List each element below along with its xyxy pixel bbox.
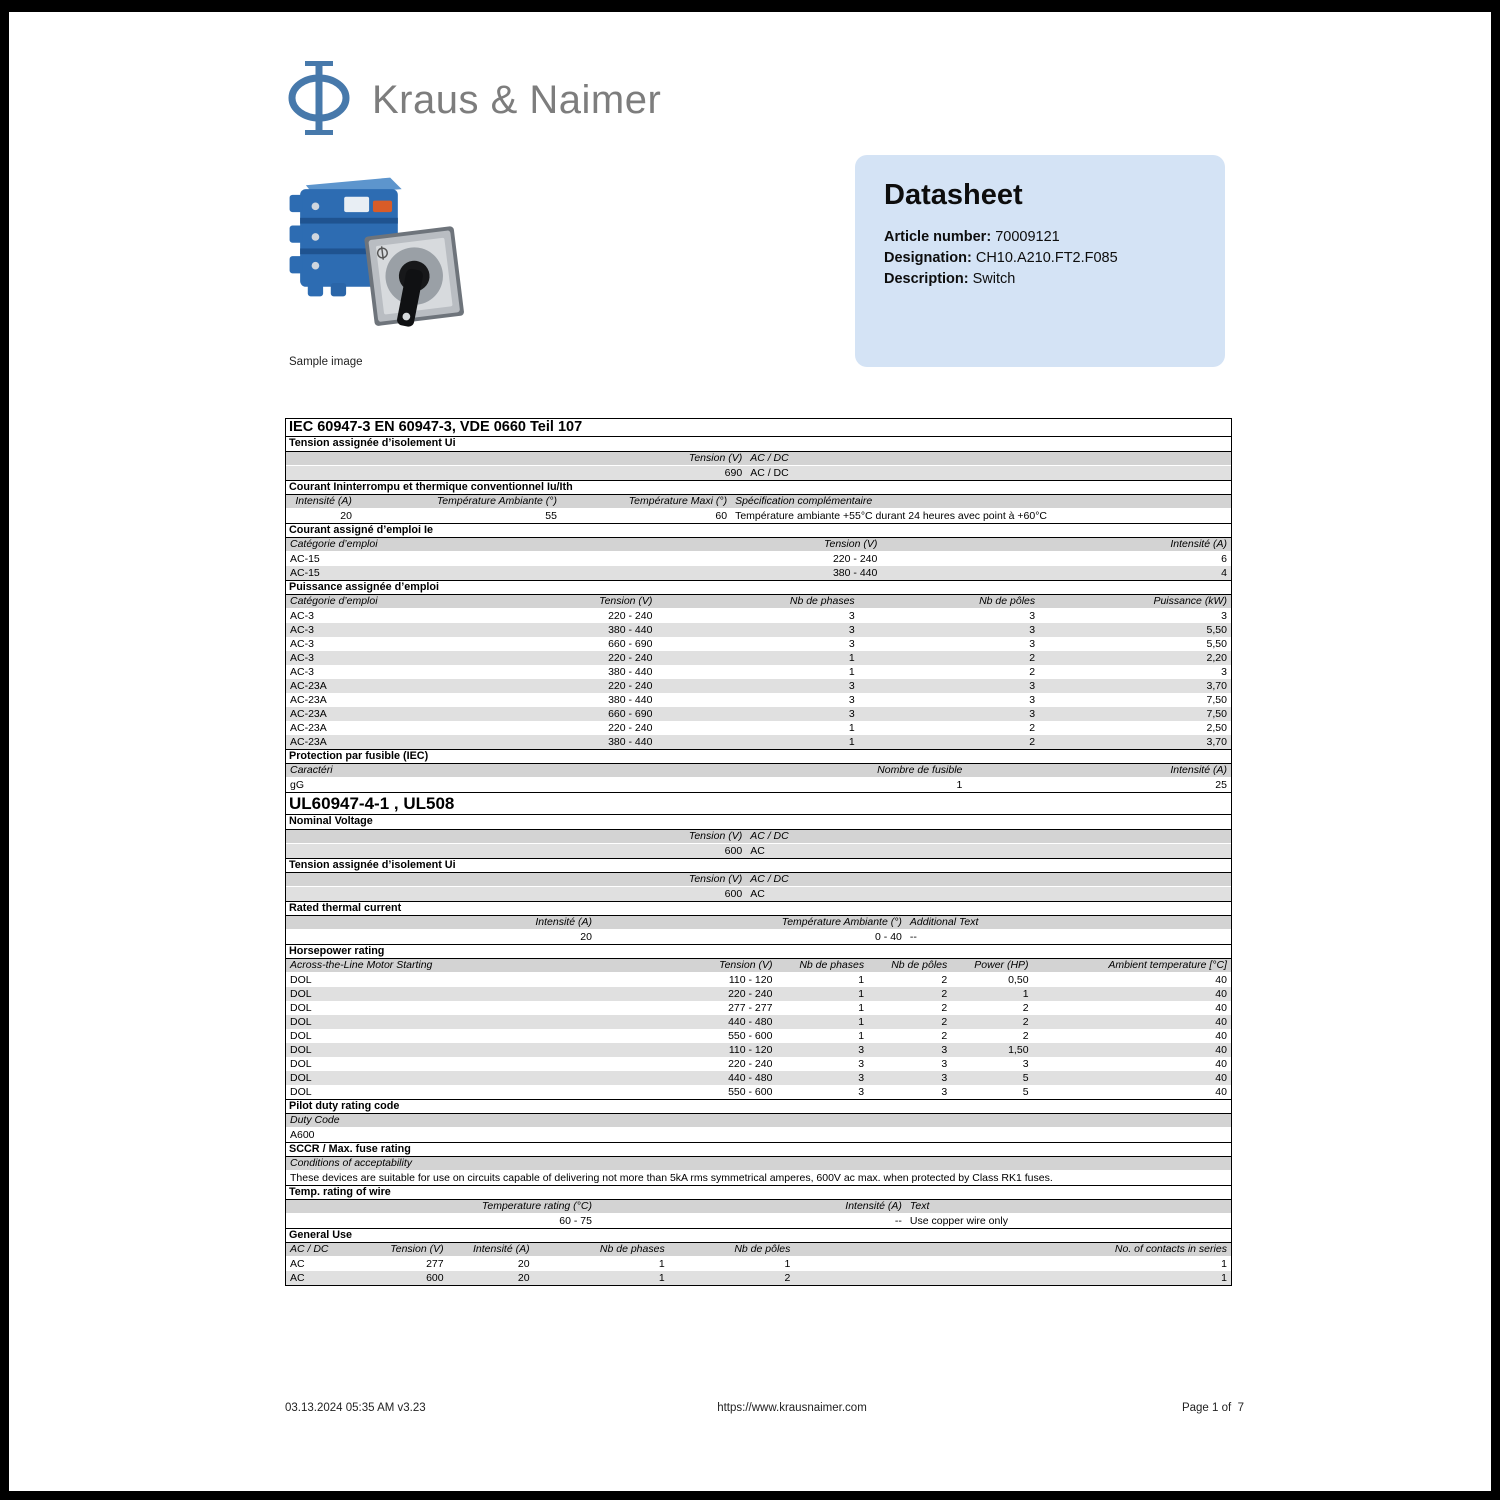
- table-cell: 5,50: [1206, 624, 1227, 636]
- switch-illustration: [285, 168, 480, 350]
- table-row: [286, 1171, 1231, 1185]
- table-cell: AC-3: [290, 666, 314, 678]
- table-cell: 660 - 690: [608, 708, 653, 720]
- table-header-row: [286, 916, 1231, 930]
- table-row: [286, 1043, 1231, 1057]
- table-row: [286, 623, 1231, 637]
- table-cell: 3: [848, 610, 855, 622]
- table-cell: 380 - 440: [608, 624, 653, 636]
- table-cell: DOL: [290, 1086, 312, 1098]
- table-cell: --: [894, 1215, 902, 1227]
- table-section-title: Rated thermal current: [286, 901, 1231, 916]
- table-cell: 3: [1029, 708, 1036, 720]
- infobox-field: Article number: 70009121: [884, 229, 1060, 245]
- table-cell: Catégorie d’emploi: [290, 595, 378, 607]
- table-cell: 55: [545, 510, 557, 522]
- table-row: [286, 987, 1231, 1001]
- table-cell: 220 - 240: [728, 988, 773, 1000]
- table-cell: Intensité (A): [295, 495, 352, 507]
- table-cell: 2: [1022, 1016, 1029, 1028]
- table-cell: 4: [1221, 567, 1227, 579]
- table-cell: 3: [848, 708, 855, 720]
- table-cell: AC / DC: [750, 452, 789, 464]
- table-header-row: [286, 1243, 1231, 1257]
- table-cell: Intensité (A): [472, 1243, 530, 1255]
- table-cell: 3: [848, 624, 855, 636]
- table-cell: Nb de phases: [789, 595, 855, 607]
- infobox-fields: [884, 227, 1205, 290]
- infobox-field: Description: Switch: [884, 271, 1016, 287]
- table-cell: 20: [580, 931, 592, 943]
- table-cell: 7,50: [1206, 708, 1227, 720]
- table-cell: DOL: [290, 1044, 312, 1056]
- table-cell: DOL: [290, 988, 312, 1000]
- table-cell: 60: [715, 510, 728, 522]
- table-cell: 40: [1215, 1030, 1227, 1042]
- table-cell: 40: [1215, 974, 1227, 986]
- table-header-row: [286, 1114, 1231, 1128]
- table-cell: 1: [858, 1002, 865, 1014]
- table-cell: Nb de pôles: [734, 1243, 791, 1255]
- table-cell: Use copper wire only: [909, 1215, 1008, 1227]
- table-cell: AC / DC: [750, 830, 789, 842]
- table-main-title: UL60947-4-1 , UL508: [286, 792, 1231, 815]
- table-cell: 40: [1215, 1086, 1227, 1098]
- table-cell: Tension (V): [824, 538, 878, 550]
- table-row: [286, 466, 1231, 480]
- table-cell: 2: [941, 1002, 948, 1014]
- table-cell: Intensité (A): [535, 916, 592, 928]
- table-cell: Tension (V): [390, 1243, 444, 1255]
- table-cell: DOL: [290, 1002, 312, 1014]
- table-cell: 1: [858, 974, 865, 986]
- table-cell: 220 - 240: [608, 610, 653, 622]
- table-cell: DOL: [290, 1016, 312, 1028]
- table-cell: DOL: [290, 1072, 312, 1084]
- table-cell: 40: [1215, 988, 1227, 1000]
- table-cell: 2: [1029, 722, 1036, 734]
- table-cell: 0 - 40: [875, 931, 902, 943]
- page-body: [9, 12, 1491, 1491]
- footer-page-number: Page 1 of 7: [1181, 1402, 1244, 1414]
- table-cell: 20: [517, 1258, 530, 1270]
- table-row: [286, 973, 1231, 987]
- table-cell: 3: [1029, 610, 1036, 622]
- table-cell: 220 - 240: [608, 680, 653, 692]
- table-row: [286, 665, 1231, 679]
- table-cell: 1: [1221, 1258, 1227, 1270]
- table-cell: 600: [426, 1272, 444, 1284]
- table-cell: Intensité (A): [1170, 764, 1227, 776]
- table-cell: 440 - 480: [728, 1072, 773, 1084]
- table-row: [286, 721, 1231, 735]
- table-section-title: Courant Ininterrompu et thermique conventionnel Iu/Ith: [286, 480, 1231, 495]
- table-cell: AC: [750, 888, 765, 900]
- table-row: [286, 1271, 1231, 1285]
- datasheet-infobox: [855, 155, 1225, 367]
- table-cell: 550 - 600: [728, 1086, 773, 1098]
- table-section-title: Temp. rating of wire: [286, 1185, 1231, 1200]
- table-cell: 40: [1215, 1002, 1227, 1014]
- table-cell: 380 - 440: [608, 666, 653, 678]
- table-cell: 2: [941, 988, 948, 1000]
- table-header-row: [286, 1200, 1231, 1214]
- table-cell: These devices are suitable for use on circuits capable of delivering not more than 5kA rms symmetrical amperes, 600V ac max. when protected by Class RK1 fuses.: [290, 1172, 1053, 1184]
- table-cell: 2: [1029, 666, 1036, 678]
- table-cell: 440 - 480: [728, 1016, 773, 1028]
- table-cell: 277 - 277: [728, 1002, 773, 1014]
- table-cell: 2: [1022, 1002, 1029, 1014]
- table-cell: 220 - 240: [728, 1058, 773, 1070]
- table-main-title: IEC 60947-3 EN 60947-3, VDE 0660 Teil 107: [286, 419, 1231, 437]
- table-cell: 3: [858, 1044, 865, 1056]
- table-cell: 2: [1029, 736, 1036, 748]
- brand-logo: [286, 58, 661, 143]
- table-cell: 3: [941, 1072, 948, 1084]
- table-cell: 1: [784, 1258, 791, 1270]
- table-cell: 60 - 75: [559, 1215, 592, 1227]
- table-row: [286, 1257, 1231, 1271]
- table-cell: 1: [848, 722, 855, 734]
- table-cell: 220 - 240: [608, 722, 653, 734]
- table-cell: Température Maxi (°): [628, 495, 728, 507]
- table-cell: Tension (V): [688, 873, 743, 885]
- table-row: [286, 509, 1231, 523]
- table-section-title: Tension assignée d’isolement Ui: [286, 437, 1231, 452]
- table-cell: 3: [858, 1058, 865, 1070]
- table-cell: Power (HP): [974, 959, 1029, 971]
- table-cell: 3: [1221, 610, 1227, 622]
- table-section-title: General Use: [286, 1228, 1231, 1243]
- table-row: [286, 693, 1231, 707]
- infobox-field: Designation: CH10.A210.FT2.F085: [884, 250, 1118, 266]
- table-cell: AC-15: [290, 567, 320, 579]
- table-header-row: [286, 452, 1231, 466]
- table-cell: 3: [1029, 624, 1036, 636]
- table-cell: 1: [858, 988, 865, 1000]
- table-cell: 550 - 600: [728, 1030, 773, 1042]
- table-cell: 1: [858, 1030, 865, 1042]
- table-cell: 220 - 240: [608, 652, 653, 664]
- table-header-row: [286, 1157, 1231, 1171]
- table-cell: 690: [724, 467, 743, 479]
- table-section-title: SCCR / Max. fuse rating: [286, 1142, 1231, 1157]
- table-cell: AC-3: [290, 652, 314, 664]
- table-cell: AC-23A: [290, 694, 327, 706]
- table-cell: Spécification complémentaire: [735, 495, 873, 507]
- table-cell: 2: [941, 974, 948, 986]
- table-cell: AC / DC: [750, 467, 789, 479]
- table-cell: 0,50: [1008, 974, 1029, 986]
- table-cell: Text: [909, 1200, 930, 1212]
- table-cell: 380 - 440: [608, 694, 653, 706]
- table-cell: 660 - 690: [608, 638, 653, 650]
- table-cell: 1: [956, 779, 963, 791]
- table-cell: Nb de pôles: [979, 595, 1036, 607]
- table-cell: 2: [941, 1016, 948, 1028]
- table-row: [286, 1057, 1231, 1071]
- table-row: [286, 1128, 1231, 1142]
- table-cell: AC-23A: [290, 708, 327, 720]
- table-cell: 6: [1221, 553, 1227, 565]
- table-cell: AC / DC: [750, 873, 789, 885]
- table-header-row: [286, 538, 1231, 552]
- table-header-row: [286, 873, 1231, 887]
- table-cell: 3: [1029, 680, 1036, 692]
- table-cell: DOL: [290, 1030, 312, 1042]
- table-cell: 1: [848, 736, 855, 748]
- table-cell: 20: [340, 510, 352, 522]
- table-cell: Tension (V): [688, 452, 743, 464]
- table-cell: AC / DC: [290, 1243, 329, 1255]
- table-cell: 3: [941, 1058, 948, 1070]
- table-section-title: Puissance assignée d’emploi: [286, 580, 1231, 595]
- table-cell: 3: [848, 694, 855, 706]
- table-cell: 1: [848, 666, 855, 678]
- table-cell: 3: [848, 680, 855, 692]
- table-cell: 1: [848, 652, 855, 664]
- table-cell: 2,20: [1206, 652, 1227, 664]
- infobox-field-label: Article number:: [884, 229, 992, 245]
- table-cell: Across-the-Line Motor Starting: [290, 959, 433, 971]
- table-section-title: Protection par fusible (IEC): [286, 749, 1231, 764]
- table-cell: 3: [941, 1086, 948, 1098]
- brand-name: Kraus & Naimer: [372, 78, 662, 122]
- table-cell: 2: [941, 1030, 948, 1042]
- table-cell: AC-3: [290, 624, 314, 636]
- table-row: [286, 552, 1231, 566]
- table-cell: AC: [290, 1258, 305, 1270]
- infobox-title: Datasheet: [884, 179, 1023, 211]
- table-cell: 380 - 440: [608, 736, 653, 748]
- table-row: [286, 887, 1231, 901]
- table-row: [286, 1029, 1231, 1043]
- table-cell: Additional Text: [909, 916, 979, 928]
- table-cell: Caractéri: [290, 764, 333, 776]
- table-cell: Intensité (A): [845, 1200, 902, 1212]
- table-section-title: Courant assigné d’emploi Ie: [286, 523, 1231, 538]
- table-row: [286, 1214, 1231, 1228]
- table-cell: 1: [658, 1272, 665, 1284]
- sample-image-caption: Sample image: [289, 356, 363, 368]
- table-cell: gG: [290, 779, 305, 791]
- infobox-field-label: Designation:: [884, 250, 972, 266]
- table-cell: AC-23A: [290, 680, 327, 692]
- table-row: [286, 844, 1231, 858]
- table-cell: 25: [1215, 779, 1227, 791]
- table-cell: Nb de phases: [599, 1243, 665, 1255]
- table-row: [286, 1015, 1231, 1029]
- table-section-title: Horsepower rating: [286, 944, 1231, 959]
- table-cell: 2,50: [1206, 722, 1227, 734]
- table-cell: 3,70: [1206, 736, 1227, 748]
- table-row: [286, 778, 1231, 792]
- table-row: [286, 1001, 1231, 1015]
- table-cell: 40: [1215, 1044, 1227, 1056]
- table-cell: 20: [517, 1272, 530, 1284]
- table-cell: 3: [1221, 666, 1227, 678]
- phi-logo-icon: [286, 58, 352, 143]
- table-cell: 40: [1215, 1016, 1227, 1028]
- table-cell: 110 - 120: [728, 974, 773, 986]
- table-row: [286, 609, 1231, 623]
- table-cell: AC-3: [290, 610, 314, 622]
- table-cell: 1: [858, 1016, 865, 1028]
- table-cell: Ambient temperature [°C]: [1108, 959, 1227, 971]
- table-cell: 5,50: [1206, 638, 1227, 650]
- table-cell: AC-3: [290, 638, 314, 650]
- table-row: [286, 1071, 1231, 1085]
- table-cell: Intensité (A): [1170, 538, 1227, 550]
- table-cell: A600: [290, 1129, 315, 1141]
- table-header-row: [286, 595, 1231, 609]
- table-cell: Duty Code: [290, 1114, 340, 1126]
- table-cell: 2: [784, 1272, 791, 1284]
- table-cell: 2: [1029, 652, 1036, 664]
- table-cell: 5: [1022, 1072, 1029, 1084]
- table-row: [286, 735, 1231, 749]
- table-cell: 5: [1022, 1086, 1029, 1098]
- table-cell: Catégorie d’emploi: [290, 538, 378, 550]
- footer-url-link[interactable]: https://www.krausnaimer.com: [717, 1402, 867, 1414]
- table-cell: Conditions of acceptability: [290, 1157, 412, 1169]
- table-row: [286, 930, 1231, 944]
- table-header-row: [286, 764, 1231, 778]
- table-cell: 3,70: [1206, 680, 1227, 692]
- table-cell: Température Ambiante (°): [436, 495, 557, 507]
- table-cell: 600: [724, 845, 743, 857]
- table-cell: 1: [658, 1258, 665, 1270]
- table-cell: 3: [1029, 694, 1036, 706]
- table-cell: Temperature rating (°C): [481, 1200, 592, 1212]
- table-header-row: [286, 959, 1231, 973]
- table-cell: AC-23A: [290, 736, 327, 748]
- infobox-field-label: Description:: [884, 271, 969, 287]
- table-cell: No. of contacts in series: [1114, 1243, 1227, 1255]
- table-cell: 1: [1221, 1272, 1227, 1284]
- table-cell: Nb de phases: [799, 959, 865, 971]
- table-cell: 3: [1022, 1058, 1029, 1070]
- table-cell: 40: [1215, 1058, 1227, 1070]
- table-cell: Puissance (kW): [1153, 595, 1227, 607]
- table-section-title: Nominal Voltage: [286, 815, 1231, 830]
- table-cell: 277: [426, 1258, 444, 1270]
- table-cell: AC: [750, 845, 765, 857]
- table-section-title: Pilot duty rating code: [286, 1099, 1231, 1114]
- table-cell: AC-23A: [290, 722, 327, 734]
- table-row: [286, 707, 1231, 721]
- table-cell: 3: [858, 1086, 865, 1098]
- table-cell: 1: [1022, 988, 1029, 1000]
- table-cell: 7,50: [1206, 694, 1227, 706]
- table-cell: 380 - 440: [832, 567, 878, 579]
- table-cell: Température ambiante +55°C durant 24 heures avec point à +60°C: [735, 510, 1048, 522]
- table-cell: 40: [1215, 1072, 1227, 1084]
- table-cell: 600: [724, 888, 743, 900]
- table-cell: Tension (V): [719, 959, 773, 971]
- table-header-row: [286, 830, 1231, 844]
- table-cell: 3: [941, 1044, 948, 1056]
- table-cell: DOL: [290, 1058, 312, 1070]
- table-row: [286, 679, 1231, 693]
- table-cell: Température Ambiante (°): [781, 916, 902, 928]
- table-header-row: [286, 495, 1231, 509]
- table-cell: 1,50: [1008, 1044, 1029, 1056]
- table-row: [286, 1085, 1231, 1099]
- table-cell: 3: [1029, 638, 1036, 650]
- product-sample-image: [285, 168, 480, 350]
- footer-date-version: 03.13.2024 05:35 AM v3.23: [285, 1402, 426, 1414]
- table-row: [286, 651, 1231, 665]
- table-section-title: Tension assignée d’isolement Ui: [286, 858, 1231, 873]
- table-cell: DOL: [290, 974, 312, 986]
- table-cell: 110 - 120: [728, 1044, 773, 1056]
- table-cell: 2: [1022, 1030, 1029, 1042]
- table-cell: Nombre de fusible: [877, 764, 963, 776]
- table-cell: 3: [848, 638, 855, 650]
- table-cell: --: [909, 931, 917, 943]
- table-cell: AC: [290, 1272, 305, 1284]
- table-row: [286, 637, 1231, 651]
- table-row: [286, 566, 1231, 580]
- spec-table: [285, 418, 1232, 1286]
- table-cell: AC-15: [290, 553, 320, 565]
- table-cell: Tension (V): [599, 595, 653, 607]
- table-cell: 220 - 240: [832, 553, 878, 565]
- table-cell: Tension (V): [688, 830, 743, 842]
- table-cell: Nb de pôles: [891, 959, 948, 971]
- table-cell: 3: [858, 1072, 865, 1084]
